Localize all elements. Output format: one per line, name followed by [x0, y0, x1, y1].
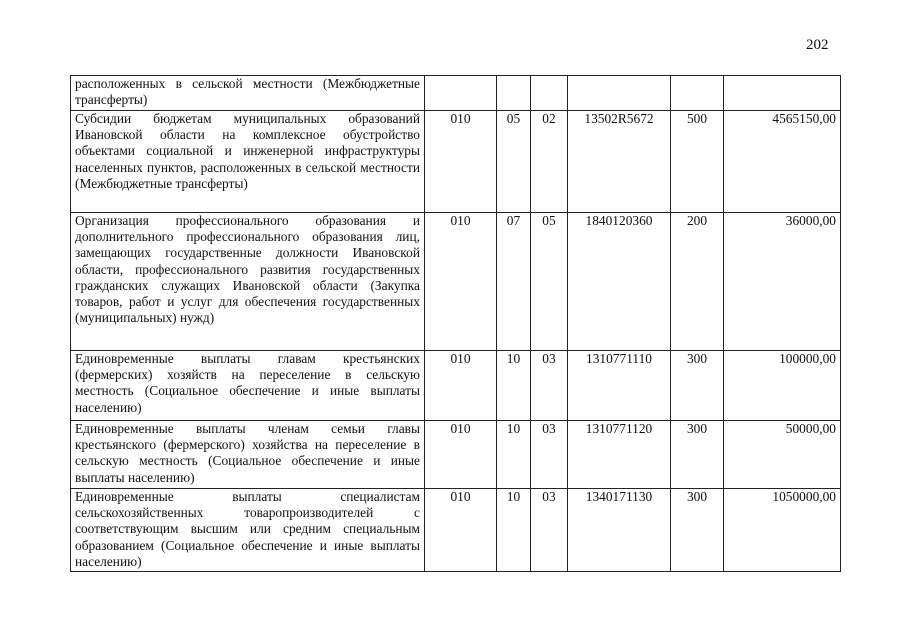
amount: 1050000,00: [724, 489, 841, 572]
amount: [724, 76, 841, 111]
expense-description: Единовременные выплаты главам крестьянских (фермерских) хозяйств на переселение в сельскую местность (Социальное обеспечение и иные выплаты населению): [71, 351, 425, 421]
table-row: [71, 351, 841, 421]
subsection-code: 05: [531, 213, 568, 351]
table-row: [71, 213, 841, 351]
amount: 36000,00: [724, 213, 841, 351]
expense-description: Организация профессионального образования и дополнительного профессионального образования лиц, замещающих государственные должности Ивановской области, профессионального развития государственных гражданских служащих Ивановской области (Закупка товаров, работ и услуг для обеспечения государственных (муниципальных) нужд): [71, 213, 425, 351]
section-code: 10: [497, 421, 531, 489]
subsection-code: 02: [531, 111, 568, 213]
target-article-code: 1310771110: [568, 351, 671, 421]
page-number: 202: [806, 37, 829, 53]
target-article-code: [568, 76, 671, 111]
section-code: 10: [497, 351, 531, 421]
admin-code: 010: [425, 351, 497, 421]
admin-code: 010: [425, 213, 497, 351]
table-row: [71, 111, 841, 213]
amount: 100000,00: [724, 351, 841, 421]
expense-description: расположенных в сельской местности (Межбюджетные трансферты): [71, 76, 425, 111]
subsection-code: 03: [531, 351, 568, 421]
expense-description: Единовременные выплаты специалистам сельскохозяйственных товаропроизводителей с соответствующим высшим или средним специальным образованием (Социальное обеспечение и иные выплаты населению): [71, 489, 425, 572]
expense-type-code: [671, 76, 724, 111]
section-code: [497, 76, 531, 111]
section-code: 05: [497, 111, 531, 213]
admin-code: 010: [425, 421, 497, 489]
budget-table: [70, 75, 841, 572]
target-article-code: 1310771120: [568, 421, 671, 489]
target-article-code: 13502R5672: [568, 111, 671, 213]
section-code: 07: [497, 213, 531, 351]
table-row: [71, 489, 841, 572]
expense-type-code: 300: [671, 489, 724, 572]
amount: 4565150,00: [724, 111, 841, 213]
expense-type-code: 200: [671, 213, 724, 351]
admin-code: 010: [425, 489, 497, 572]
target-article-code: 1340171130: [568, 489, 671, 572]
expense-type-code: 300: [671, 351, 724, 421]
expense-type-code: 500: [671, 111, 724, 213]
table-row: [71, 76, 841, 111]
admin-code: [425, 76, 497, 111]
subsection-code: 03: [531, 489, 568, 572]
admin-code: 010: [425, 111, 497, 213]
amount: 50000,00: [724, 421, 841, 489]
expense-description: Единовременные выплаты членам семьи главы крестьянского (фермерского) хозяйства на переселение в сельскую местность (Социальное обеспечение и иные выплаты населению): [71, 421, 425, 489]
expense-description: Субсидии бюджетам муниципальных образований Ивановской области на комплексное обустройство объектами социальной и инженерной инфраструктуры населенных пунктов, расположенных в сельской местности (Межбюджетные трансферты): [71, 111, 425, 213]
table-row: [71, 421, 841, 489]
subsection-code: [531, 76, 568, 111]
target-article-code: 1840120360: [568, 213, 671, 351]
subsection-code: 03: [531, 421, 568, 489]
expense-type-code: 300: [671, 421, 724, 489]
section-code: 10: [497, 489, 531, 572]
